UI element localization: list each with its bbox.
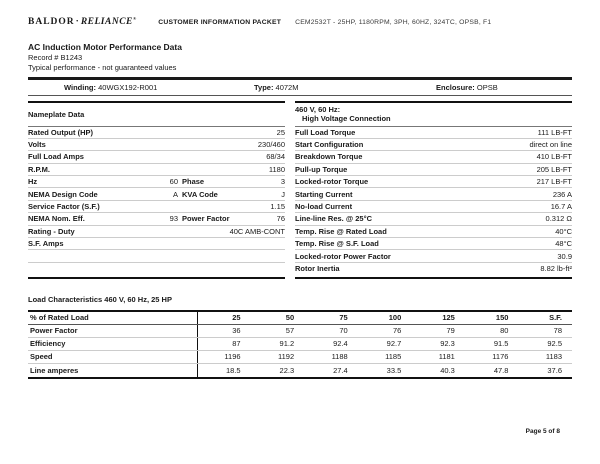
row-left xyxy=(28,214,178,223)
document-title: AC Induction Motor Performance Data xyxy=(28,42,182,52)
row-left xyxy=(28,190,178,199)
row-value: 230/460 xyxy=(257,140,285,150)
load-table-header-row xyxy=(28,312,572,325)
enclosure-value: OPSB xyxy=(476,82,498,92)
row-right xyxy=(178,190,285,199)
hv-header-line1: 460 V, 60 Hz: xyxy=(295,105,341,114)
row-left xyxy=(295,214,445,223)
high-voltage-connection-table xyxy=(295,101,572,279)
row-label: S.F. Amps xyxy=(28,239,64,249)
row-label: Rotor Inertia xyxy=(295,264,340,274)
row-value: 8.82 lb-ft² xyxy=(540,264,572,274)
row-value: 217 LB-FT xyxy=(536,177,572,187)
row-left xyxy=(28,128,178,137)
row-left xyxy=(295,140,445,149)
row-mid-label: Power Factor xyxy=(182,214,230,224)
row-value: 40°C xyxy=(555,226,572,236)
table-row xyxy=(295,188,572,200)
row-value: J xyxy=(281,189,285,199)
table-row xyxy=(295,201,572,213)
load-col-header: S.F. xyxy=(549,313,562,322)
row-value: 1.15 xyxy=(270,202,285,212)
row-left xyxy=(295,128,445,137)
load-cell-value: 1196 xyxy=(197,351,251,363)
row-right xyxy=(445,152,572,161)
row-right xyxy=(445,140,572,149)
load-cell-value: 27.4 xyxy=(333,365,348,375)
high-voltage-rows xyxy=(295,127,572,276)
load-characteristics-title: Load Characteristics 460 V, 60 Hz, 25 HP xyxy=(28,294,172,304)
row-value: 1180 xyxy=(268,164,285,174)
row-label: Starting Current xyxy=(295,189,353,199)
row-left xyxy=(295,177,445,186)
load-cell-value: 57 xyxy=(285,326,295,335)
row-label: Temp. Rise @ Rated Load xyxy=(295,226,387,236)
row-value: 111 LB-FT xyxy=(537,127,572,137)
row-left xyxy=(28,152,178,161)
load-cell-value: 18.5 xyxy=(197,364,251,377)
row-left xyxy=(295,264,445,273)
table-row xyxy=(28,139,285,151)
table-row xyxy=(295,238,572,250)
row-value: 40C AMB-CONT xyxy=(229,226,285,236)
load-table-row xyxy=(28,351,572,364)
table-row xyxy=(28,127,285,139)
row-left xyxy=(28,239,178,248)
row-label: Pull-up Torque xyxy=(295,164,348,174)
load-col-header: 50 xyxy=(285,313,295,322)
load-col-header: 25 xyxy=(197,312,251,324)
winding-row xyxy=(28,80,572,95)
table-row xyxy=(295,226,572,238)
load-row-label: Efficiency xyxy=(30,339,66,348)
packet-title: CUSTOMER INFORMATION PACKET xyxy=(158,19,282,27)
load-cell-value: 92.5 xyxy=(547,339,562,348)
load-cell-value: 80 xyxy=(500,326,509,335)
row-label: Volts xyxy=(28,140,46,150)
load-table-row xyxy=(28,338,572,351)
row-right xyxy=(445,165,572,174)
table-row xyxy=(295,213,572,225)
high-voltage-table-header xyxy=(295,103,572,127)
row-right xyxy=(445,128,572,137)
enclosure-field xyxy=(436,83,572,92)
row-right xyxy=(445,214,572,223)
row-left xyxy=(28,227,178,236)
row-left xyxy=(295,239,445,248)
table-row xyxy=(295,250,572,262)
row-right xyxy=(178,140,285,149)
row-label: Line-line Res. @ 25°C xyxy=(295,214,372,224)
nameplate-table-header xyxy=(28,103,285,127)
load-cell-value: 37.6 xyxy=(547,365,562,375)
table-row xyxy=(28,201,285,213)
load-cell-value: 1185 xyxy=(385,352,402,361)
row-mid-label: KVA Code xyxy=(182,189,218,199)
row-value: 0.312 Ω xyxy=(545,214,572,224)
type-field xyxy=(254,83,436,92)
table-row xyxy=(28,188,285,200)
table-row xyxy=(28,164,285,176)
table-row xyxy=(295,127,572,139)
load-col-header: 125 xyxy=(442,313,455,322)
row-value: 16.7 A xyxy=(550,202,572,212)
load-col-header: 100 xyxy=(388,313,402,322)
row-label: NEMA Nom. Eff. xyxy=(28,214,85,224)
row-label: R.P.M. xyxy=(28,164,50,174)
load-cell-value: 78 xyxy=(553,326,562,335)
load-cell-value: 92.3 xyxy=(440,339,455,348)
row-right xyxy=(445,264,572,273)
row-value: 25 xyxy=(276,127,285,137)
load-cell-value: 91.2 xyxy=(279,339,295,348)
row-label: Start Configuration xyxy=(295,140,364,150)
load-cell-value: 1183 xyxy=(545,352,562,361)
nameplate-data-table xyxy=(28,101,285,279)
load-row-label: Power Factor xyxy=(30,326,78,335)
row-label: Rating - Duty xyxy=(28,226,75,236)
logo-reliance-text: RELIANCE xyxy=(80,17,133,28)
table-row xyxy=(295,176,572,188)
load-cell-value: 79 xyxy=(446,326,455,335)
row-mid-value: A xyxy=(172,189,178,199)
row-value: 236 A xyxy=(552,189,572,199)
row-value: 410 LB-FT xyxy=(536,152,572,162)
row-label: NEMA Design Code xyxy=(28,189,98,199)
type-value: 4072M xyxy=(275,82,299,92)
load-characteristics-table xyxy=(28,310,572,379)
row-label: Full Load Amps xyxy=(28,152,84,162)
row-left xyxy=(295,165,445,174)
row-right xyxy=(445,190,572,199)
horizontal-rule-thin xyxy=(28,95,572,96)
load-table-body xyxy=(28,325,572,377)
row-right xyxy=(178,202,285,211)
type-label: Type: xyxy=(254,82,274,92)
row-mid-value: 60 xyxy=(169,177,178,187)
row-left xyxy=(295,202,445,211)
row-right xyxy=(178,128,285,137)
load-cell-value: 87 xyxy=(197,338,251,350)
load-cell-value: 76 xyxy=(392,326,402,335)
load-table-row xyxy=(28,364,572,377)
row-value: 3 xyxy=(280,177,285,187)
row-right xyxy=(445,202,572,211)
row-right xyxy=(178,165,285,174)
load-cell-value: 33.5 xyxy=(386,365,402,375)
row-mid-value: 93 xyxy=(169,214,178,224)
load-col-header: % of Rated Load xyxy=(30,313,89,322)
record-number: Record # B1243 xyxy=(28,53,83,62)
load-cell-value: 92.4 xyxy=(333,339,348,348)
load-table-row xyxy=(28,325,572,338)
load-cell-value: 40.3 xyxy=(440,365,455,375)
row-right xyxy=(178,152,285,161)
nameplate-header-label: Nameplate Data xyxy=(28,109,85,119)
row-mid-label: Phase xyxy=(182,177,205,187)
load-cell-value: 22.3 xyxy=(279,365,295,375)
performance-note: Typical performance - not guaranteed values xyxy=(28,62,177,72)
table-row xyxy=(28,250,285,262)
document-header xyxy=(28,16,572,27)
hv-header-line2: High Voltage Connection xyxy=(302,114,391,123)
load-cell-value: 1188 xyxy=(331,352,348,361)
row-label: Breakdown Torque xyxy=(295,152,363,162)
row-right xyxy=(445,177,572,186)
table-row xyxy=(295,164,572,176)
load-cell-value: 70 xyxy=(339,326,348,335)
row-left xyxy=(28,165,178,174)
registered-trademark-icon: ® xyxy=(132,16,137,21)
load-row-label: Line amperes xyxy=(30,365,79,375)
row-left xyxy=(295,227,445,236)
load-cell-value: 1176 xyxy=(492,352,509,361)
row-value: 205 LB-FT xyxy=(536,164,572,174)
load-col-header: 150 xyxy=(495,313,509,322)
row-value: 76 xyxy=(276,214,285,224)
table-row xyxy=(28,151,285,163)
winding-value: 40WGX192-R001 xyxy=(98,82,158,92)
winding-field xyxy=(28,83,254,92)
load-cell-value: 1192 xyxy=(278,352,295,361)
table-row xyxy=(295,139,572,151)
row-label: Service Factor (S.F.) xyxy=(28,202,100,212)
product-description: CEM2532T - 25HP, 1180RPM, 3PH, 60HZ, 324TC, OPSB, F1 xyxy=(295,19,492,27)
load-col-header: 75 xyxy=(339,313,348,322)
performance-tables xyxy=(28,101,572,279)
row-left xyxy=(295,190,445,199)
row-right xyxy=(178,177,285,186)
page-number: Page 5 of 8 xyxy=(525,428,560,435)
row-label: Full Load Torque xyxy=(295,127,356,137)
load-cell-value: 47.8 xyxy=(493,365,509,375)
row-label: No-load Current xyxy=(295,202,353,212)
row-right xyxy=(445,239,572,248)
row-right xyxy=(178,214,285,223)
baldor-reliance-logo xyxy=(28,16,136,27)
logo-dot: · xyxy=(75,17,80,28)
row-left xyxy=(295,152,445,161)
table-row xyxy=(28,226,285,238)
row-left xyxy=(28,177,178,186)
row-label: Temp. Rise @ S.F. Load xyxy=(295,239,379,249)
row-value: 68/34 xyxy=(266,152,285,162)
load-cell-value: 91.5 xyxy=(493,339,509,348)
row-value: 48°C xyxy=(555,239,572,249)
row-label: Rated Output (HP) xyxy=(28,127,93,137)
table-row xyxy=(28,238,285,250)
row-left xyxy=(28,202,178,211)
load-cell-value: 1181 xyxy=(438,352,455,361)
row-value: 30.9 xyxy=(557,251,572,261)
table-row xyxy=(295,151,572,163)
logo-baldor-text: BALDOR xyxy=(28,17,75,28)
row-right xyxy=(445,227,572,236)
table-row xyxy=(28,176,285,188)
row-left xyxy=(28,140,178,149)
nameplate-rows xyxy=(28,127,285,263)
row-label: Hz xyxy=(28,177,38,187)
load-row-label: Speed xyxy=(30,352,53,361)
row-right xyxy=(445,252,572,261)
row-label: Locked-rotor Power Factor xyxy=(295,251,391,261)
enclosure-label: Enclosure: xyxy=(436,82,475,92)
load-cell-value: 36 xyxy=(197,325,251,337)
winding-label: Winding: xyxy=(64,82,97,92)
title-block xyxy=(28,42,572,72)
row-value: direct on line xyxy=(529,140,572,150)
row-label: Locked-rotor Torque xyxy=(295,177,369,187)
table-row xyxy=(295,263,572,275)
table-row xyxy=(28,213,285,225)
row-left xyxy=(295,252,445,261)
load-cell-value: 92.7 xyxy=(386,339,402,348)
row-right xyxy=(178,227,285,236)
